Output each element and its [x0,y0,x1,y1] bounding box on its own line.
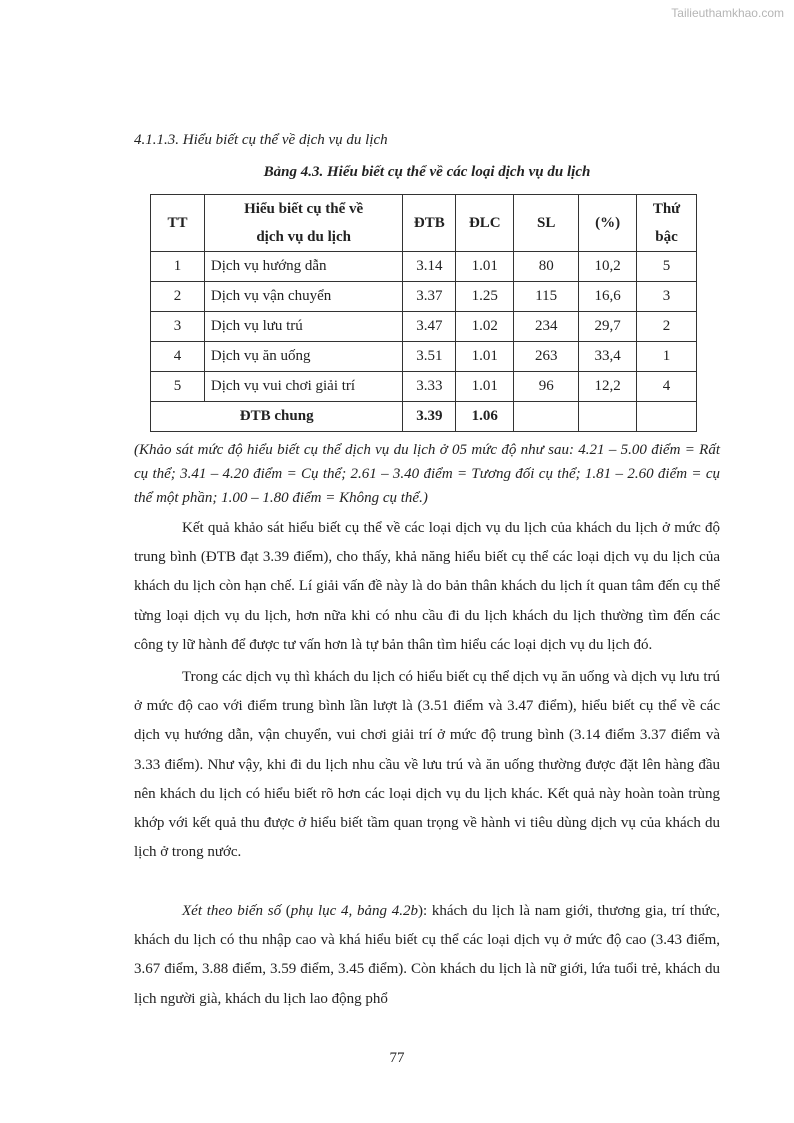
cell-rank: 4 [637,372,697,402]
total-label: ĐTB chung [151,402,403,432]
cell-rank: 2 [637,312,697,342]
cell-dtb: 3.33 [403,372,456,402]
paragraph-2 [134,663,720,867]
subsection-heading: 4.1.1.3. Hiểu biết cụ thể về dịch vụ du lịch [134,132,388,148]
paragraph-1-text: Kết quả khảo sát hiểu biết cụ thể về các loại dịch vụ du lịch của khách du lịch ở mức độ trung bình (ĐTB đạt 3.39 điểm), cho thấy, khả năng hiểu biết cụ thể các loại dịch vụ du lịch của khách du lịch còn hạn chế. Lí giải vấn đề này là do bản thân khách du lịch ít quan tâm đến cụ thể từng loại dịch vụ du lịch, hơn nữa khi có nhu cầu đi du lịch khách du lịch thường tìm đến các công ty lữ hành để được tư vấn hơn là tự bản thân tìm hiểu các loại dịch vụ du lịch đó. [134,520,720,653]
cell-dtb: 3.37 [403,282,456,312]
cell-item: Dịch vụ lưu trú [204,312,402,342]
paragraph-3-lead: Xét theo biến số [182,903,282,919]
cell-sl: 115 [514,282,579,312]
table-row [151,342,697,372]
total-empty-sl [514,402,579,432]
table-row [151,312,697,342]
table-row [151,252,697,282]
paragraph-2-text: Trong các dịch vụ thì khách du lịch có hiểu biết cụ thể dịch vụ ăn uống và dịch vụ lưu trú ở mức độ cao với điểm trung bình lần lượt là (3.51 điểm và 3.47 điểm), hiểu biết cụ thể về các dịch vụ hướng dẫn, vận chuyển, vui chơi giải trí ở mức độ trung bình (3.14 điểm 3.37 điểm và 3.33 điểm). Như vậy, khi đi du lịch nhu cầu về lưu trú và ăn uống thường được đặt lên hàng đầu nên khách du lịch có hiểu biết rõ hơn các loại dịch vụ du lịch khác. Kết quả này hoàn toàn trùng khớp với kết quả thu được ở hiểu biết tầm quan trọng về hành vi tiêu dùng dịch vụ của khách du lịch ở trong nước. [134,669,720,861]
paragraph-3-text: ): khách du lịch là nam giới, thương gia, trí thức, khách du lịch có thu nhập cao và khá hiểu biết cụ thể các loại dịch vụ ở mức độ cao (3.43 điểm, 3.67 điểm, 3.88 điểm, 3.59 điểm, 3.45 điểm). Còn khách du lịch là nữ giới, lứa tuổi trẻ, khách du lịch người già, khách du lịch lao động phổ [134,903,720,1007]
header-item [204,195,402,252]
cell-rank: 5 [637,252,697,282]
total-empty-pct [579,402,637,432]
cell-rank: 3 [637,282,697,312]
cell-sl: 234 [514,312,579,342]
cell-pct: 10,2 [579,252,637,282]
header-dlc: ĐLC [456,195,514,252]
watermark: Tailieuthamkhao.com [671,6,784,20]
paragraph-3-paren: ( [281,903,291,919]
table-caption: Bảng 4.3. Hiểu biết cụ thể về các loại dịch vụ du lịch [263,164,591,180]
header-sl: SL [514,195,579,252]
paragraph-3-ref: phụ lục 4, bảng 4.2b [290,903,418,919]
cell-rank: 1 [637,342,697,372]
cell-dtb: 3.14 [403,252,456,282]
cell-item: Dịch vụ hướng dẫn [204,252,402,282]
page-number: 77 [389,1050,405,1066]
cell-item: Dịch vụ vui chơi giải trí [204,372,402,402]
cell-pct: 16,6 [579,282,637,312]
header-rank [637,195,697,252]
cell-tt: 2 [151,282,205,312]
paragraph-3 [134,897,720,1014]
header-pct: (%) [579,195,637,252]
total-dtb: 3.39 [403,402,456,432]
total-empty-rank [637,402,697,432]
cell-sl: 263 [514,342,579,372]
cell-tt: 5 [151,372,205,402]
cell-dlc: 1.01 [456,252,514,282]
header-dtb: ĐTB [403,195,456,252]
cell-tt: 4 [151,342,205,372]
cell-dtb: 3.51 [403,342,456,372]
header-rank-line2: bậc [655,229,678,245]
table-header-row [151,195,697,252]
cell-dlc: 1.25 [456,282,514,312]
survey-table [150,194,697,432]
cell-pct: 33,4 [579,342,637,372]
table-row [151,372,697,402]
cell-dlc: 1.01 [456,342,514,372]
cell-item: Dịch vụ ăn uống [204,342,402,372]
header-rank-line1: Thứ [652,201,681,217]
header-item-line2: dịch vụ du lịch [256,229,351,245]
cell-dtb: 3.47 [403,312,456,342]
cell-sl: 80 [514,252,579,282]
cell-tt: 1 [151,252,205,282]
cell-pct: 29,7 [579,312,637,342]
table-total-row [151,402,697,432]
header-tt: TT [151,195,205,252]
table-row [151,282,697,312]
cell-tt: 3 [151,312,205,342]
cell-dlc: 1.01 [456,372,514,402]
total-dlc: 1.06 [456,402,514,432]
cell-sl: 96 [514,372,579,402]
cell-dlc: 1.02 [456,312,514,342]
cell-item: Dịch vụ vận chuyển [204,282,402,312]
header-item-line1: Hiểu biết cụ thể về [244,201,364,217]
scale-note: (Khảo sát mức độ hiểu biết cụ thể dịch vụ du lịch ở 05 mức độ như sau: 4.21 – 5.00 điểm = Rất cụ thể; 3.41 – 4.20 điểm = Cụ thể; 2.61 – 3.40 điểm = Tương đối cụ thể; 1.81 – 2.60 điểm = cụ thể một phần; 1.00 – 1.80 điểm = Không cụ thể.) [134,442,720,506]
paragraph-1 [134,514,720,660]
cell-pct: 12,2 [579,372,637,402]
